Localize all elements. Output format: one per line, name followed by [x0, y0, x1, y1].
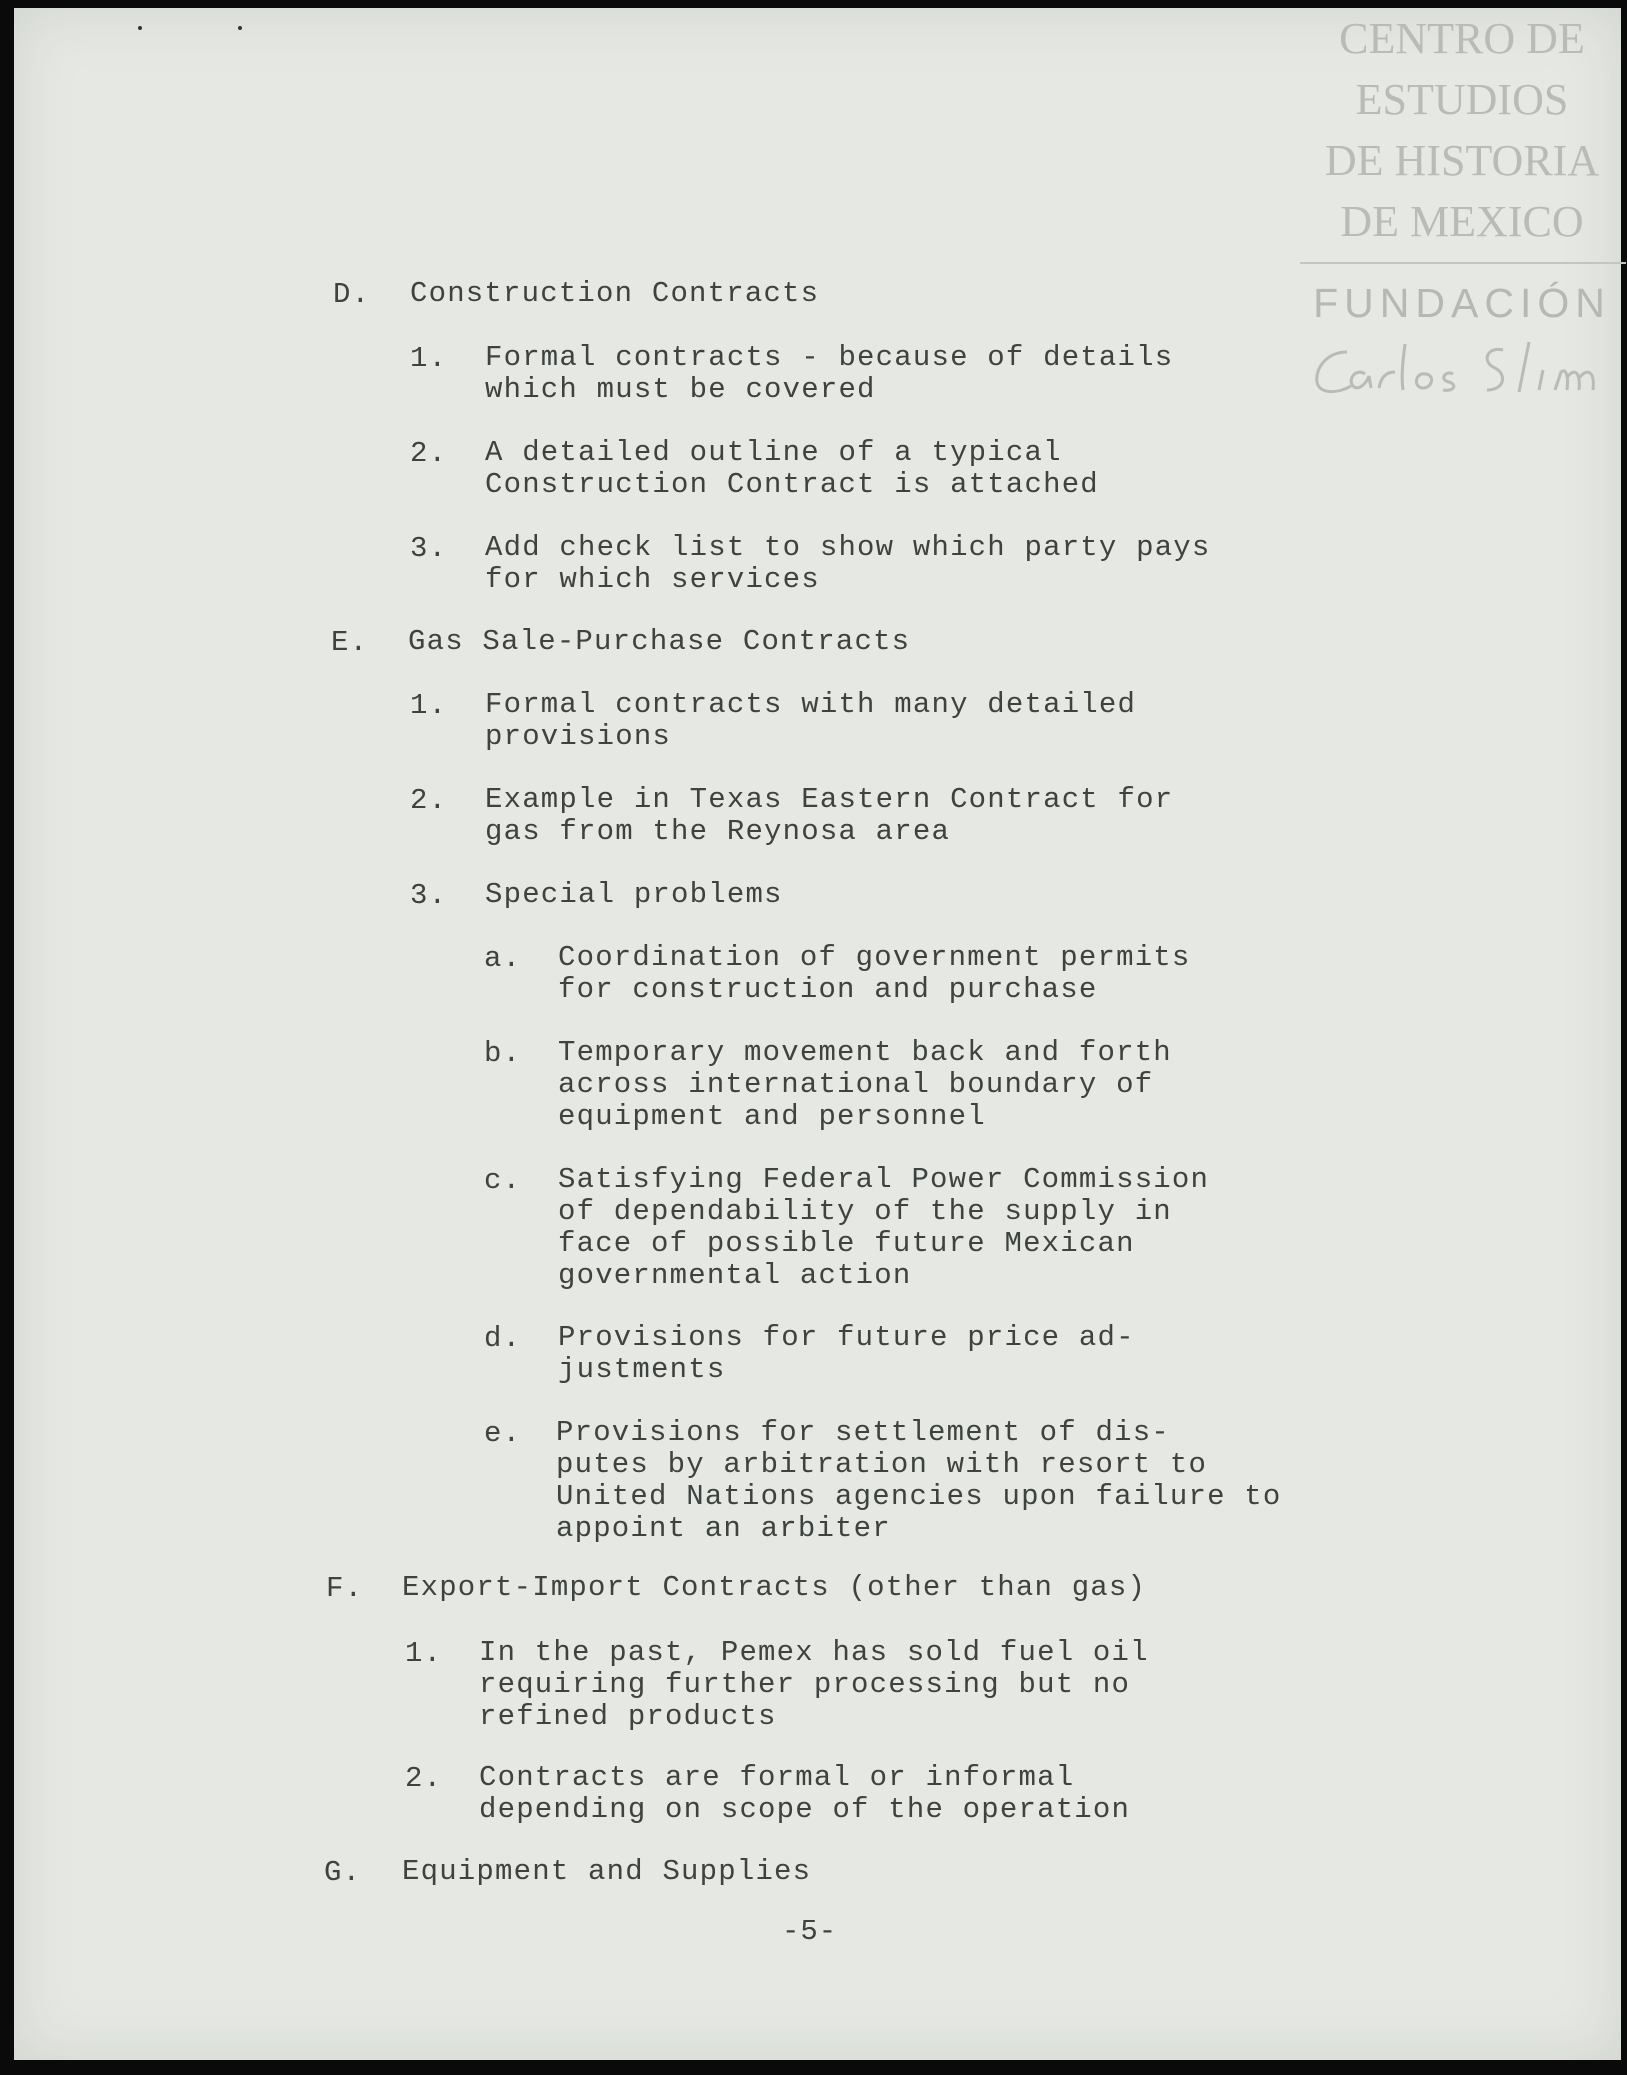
item-text: Special problems — [485, 878, 783, 911]
subitem-label: c. — [484, 1164, 522, 1197]
section-title: Export-Import Contracts (other than gas) — [402, 1571, 1147, 1604]
item-label: 2. — [410, 784, 448, 817]
subitem-text: Coordination of government permits — [558, 941, 1191, 974]
item-text: refined products — [479, 1700, 777, 1733]
subitem-text: justments — [558, 1353, 726, 1386]
subitem-text: putes by arbitration with resort to — [556, 1448, 1208, 1481]
subitem-label: d. — [484, 1322, 522, 1355]
watermark-divider — [1300, 262, 1626, 264]
subitem-text: Provisions for settlement of dis- — [556, 1416, 1170, 1449]
watermark-line: ESTUDIOS — [1355, 75, 1569, 124]
subitem-label: b. — [484, 1037, 522, 1070]
item-label: 1. — [410, 342, 448, 375]
watermark-line: DE HISTORIA — [1324, 136, 1600, 185]
subitem-text: Satisfying Federal Power Commission — [558, 1163, 1210, 1196]
subitem-label: e. — [484, 1417, 522, 1450]
subitem-text: United Nations agencies upon failure to — [556, 1480, 1282, 1513]
subitem-text: governmental action — [558, 1259, 912, 1292]
section-title: Construction Contracts — [410, 277, 820, 310]
subitem-text: for construction and purchase — [558, 973, 1098, 1006]
item-label: 3. — [410, 879, 448, 912]
mark-dot — [238, 26, 242, 30]
item-text: gas from the Reynosa area — [485, 815, 951, 848]
item-text: Add check list to show which party pays — [485, 531, 1211, 564]
item-text: A detailed outline of a typical — [485, 436, 1062, 469]
subitem-text: across international boundary of — [558, 1068, 1154, 1101]
item-text: Example in Texas Eastern Contract for — [485, 783, 1174, 816]
item-label: 1. — [410, 689, 448, 722]
item-text: Formal contracts with many detailed — [485, 688, 1137, 721]
item-label: 2. — [410, 437, 448, 470]
subitem-text: equipment and personnel — [558, 1100, 986, 1133]
watermark-line: CENTRO DE — [1339, 14, 1585, 63]
section-title: Gas Sale-Purchase Contracts — [408, 625, 911, 658]
subitem-text: face of possible future Mexican — [558, 1227, 1135, 1260]
item-text: for which services — [485, 563, 820, 596]
section-label: G. — [324, 1856, 362, 1889]
item-text: requiring further processing but no — [479, 1668, 1131, 1701]
section-title: Equipment and Supplies — [402, 1855, 812, 1888]
watermark-line: DE MEXICO — [1340, 197, 1584, 246]
mark-dot — [138, 26, 142, 30]
item-label: 3. — [410, 532, 448, 565]
item-text: which must be covered — [485, 373, 876, 406]
section-label: D. — [333, 278, 371, 311]
item-text: provisions — [485, 720, 672, 753]
page-number: -5- — [782, 1915, 838, 1948]
section-label: F. — [326, 1572, 364, 1605]
subitem-text: Temporary movement back and forth — [558, 1036, 1172, 1069]
item-label: 1. — [405, 1637, 443, 1670]
item-text: Formal contracts - because of details — [485, 341, 1174, 374]
item-text: Contracts are formal or informal — [479, 1761, 1075, 1794]
archive-watermark — [1298, 8, 1626, 404]
subitem-label: a. — [484, 942, 522, 975]
subitem-text: of dependability of the supply in — [558, 1195, 1172, 1228]
subitem-text: Provisions for future price ad- — [558, 1321, 1135, 1354]
item-text: Construction Contract is attached — [485, 468, 1099, 501]
section-label: E. — [331, 626, 369, 659]
item-label: 2. — [405, 1762, 443, 1795]
signature-logo — [1298, 334, 1626, 404]
subitem-text: appoint an arbiter — [556, 1512, 891, 1545]
item-text: depending on scope of the operation — [479, 1793, 1131, 1826]
signature-icon — [1307, 334, 1617, 404]
top-marks — [138, 26, 243, 31]
item-text: In the past, Pemex has sold fuel oil — [479, 1636, 1149, 1669]
watermark-foundation: FUNDACIÓN — [1313, 280, 1611, 326]
